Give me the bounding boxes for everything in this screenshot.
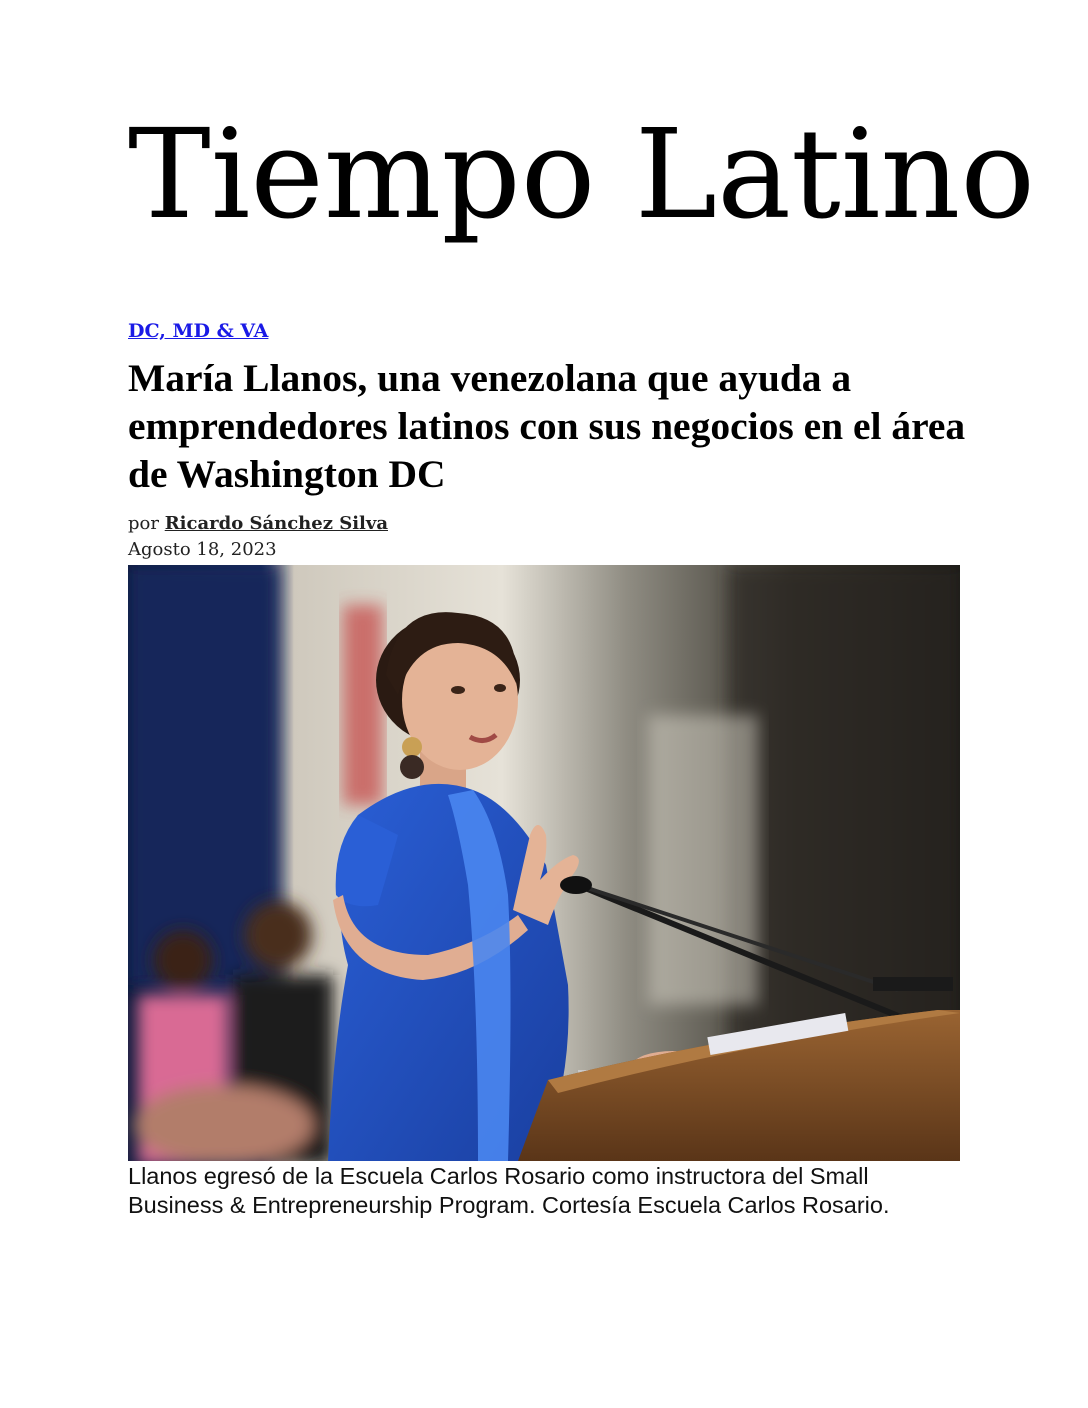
category-link[interactable]: DC, MD & VA: [128, 320, 269, 342]
photo-caption: Llanos egresó de la Escuela Carlos Rosario como instructora del Small Business & Entrepreneurship Program. Cortesía Escuela Carlos Rosario.: [128, 1163, 890, 1218]
masthead-logo[interactable]: Tiempo Latino: [128, 103, 1036, 247]
byline: [128, 511, 388, 537]
byline-prefix: por: [128, 513, 159, 534]
publish-date: Agosto 18, 2023: [128, 539, 277, 560]
photo-woman-speaking-at-podium-icon: [128, 565, 960, 1161]
article-photo: [128, 565, 960, 1161]
article-headline: María Llanos, una venezolana que ayuda a emprendedores latinos con sus negocios en el área de Washington DC: [128, 356, 966, 496]
author-link[interactable]: Ricardo Sánchez Silva: [164, 513, 388, 534]
